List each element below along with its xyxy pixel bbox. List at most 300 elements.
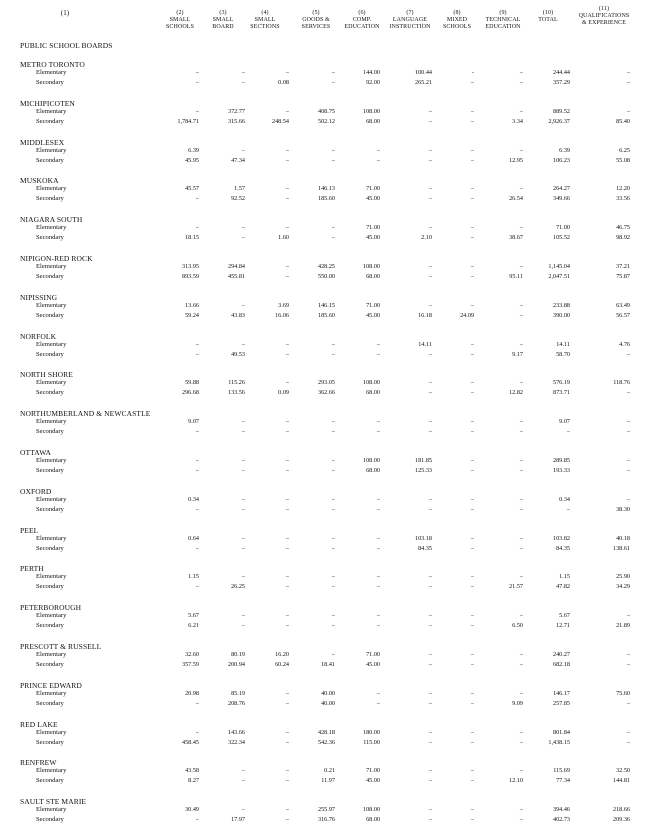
table-row <box>0 506 659 516</box>
table-cell: 105.52 <box>552 234 570 242</box>
table-cell: 12.82 <box>509 389 523 397</box>
table-cell: – <box>376 573 380 581</box>
table-cell: 38.30 <box>616 505 630 513</box>
table-cell: – <box>195 69 199 76</box>
table-cell: – <box>376 689 380 697</box>
table-cell: – <box>470 544 474 552</box>
table-cell: 21.57 <box>509 583 523 591</box>
table-row <box>0 651 659 661</box>
table-row <box>0 195 659 205</box>
table-cell: – <box>626 350 630 358</box>
table-cell: – <box>428 505 432 513</box>
table-cell: 200.94 <box>227 661 245 668</box>
table-cell: 9.17 <box>512 350 523 358</box>
board-name: MICHIPICOTEN <box>20 98 75 108</box>
table-cell: – <box>470 651 474 658</box>
row-label: Secondary <box>36 273 64 280</box>
table-cell: 208.76 <box>227 699 245 707</box>
table-cell: – <box>195 728 199 736</box>
table-cell: 40.00 <box>321 699 335 707</box>
board-name: NIPISSING <box>20 292 58 302</box>
table-cell: – <box>241 340 245 348</box>
table-cell: – <box>470 777 474 785</box>
table-cell: – <box>331 612 335 620</box>
board-name: NIAGARA SOUTH <box>20 215 83 225</box>
table-cell: – <box>285 428 289 436</box>
table-cell: – <box>428 418 432 426</box>
table-cell: – <box>428 661 432 668</box>
table-cell: – <box>428 495 432 503</box>
table-cell: – <box>626 651 630 658</box>
table-cell: 45.00 <box>366 234 380 242</box>
table-cell: 0.34 <box>188 495 199 503</box>
table-cell: 2,047.51 <box>548 273 570 280</box>
table-cell: 68.00 <box>366 467 380 474</box>
table-row <box>0 496 659 506</box>
table-cell: 542.36 <box>317 738 335 746</box>
table-cell: 40.00 <box>321 689 335 697</box>
table-cell: – <box>428 107 432 115</box>
table-cell: 576.19 <box>552 379 570 387</box>
table-cell: 682.18 <box>552 661 570 668</box>
table-cell: – <box>519 612 523 620</box>
row-label: Elementary <box>36 379 67 387</box>
table-cell: – <box>376 350 380 358</box>
table-cell: – <box>470 505 474 513</box>
table-cell: 889.52 <box>552 107 570 115</box>
table-cell: 257.85 <box>552 699 570 707</box>
table-cell: 390.00 <box>552 311 570 319</box>
table-cell: – <box>428 263 432 270</box>
row-label: Secondary <box>36 816 64 824</box>
board-name: METRO TORONTO <box>20 60 85 69</box>
table-cell: – <box>519 428 523 436</box>
table-cell: 313.95 <box>181 263 199 270</box>
table-cell: 185.60 <box>317 311 335 319</box>
table-cell: – <box>285 418 289 426</box>
table-cell: – <box>626 389 630 397</box>
table-cell: – <box>428 273 432 280</box>
table-row <box>0 341 659 351</box>
table-cell: 181.85 <box>414 457 432 464</box>
table-cell: – <box>331 156 335 164</box>
row-label: Elementary <box>36 340 67 348</box>
column-label: COMP. EDUCATION <box>344 17 380 30</box>
row-label: Secondary <box>36 661 64 668</box>
row-label: Elementary <box>36 573 67 581</box>
table-cell: – <box>285 544 289 552</box>
table-cell: – <box>331 583 335 591</box>
table-cell: 193.33 <box>552 467 570 474</box>
table-cell: – <box>285 379 289 387</box>
table-cell: – <box>519 185 523 193</box>
table-cell: – <box>241 544 245 552</box>
table-row <box>0 108 659 118</box>
table-cell: – <box>331 340 335 348</box>
table-cell: – <box>331 79 335 86</box>
table-cell: – <box>470 767 474 775</box>
table-cell: 45.00 <box>366 311 380 319</box>
table-cell: 316.76 <box>317 816 335 824</box>
table-cell: - <box>471 69 474 76</box>
table-cell: 6.39 <box>559 146 570 154</box>
table-cell: – <box>331 69 335 76</box>
table-cell: 68.00 <box>366 117 380 125</box>
table-cell: – <box>195 195 199 203</box>
table-cell: – <box>626 457 630 464</box>
table-cell: 49.53 <box>231 350 245 358</box>
table-cell: – <box>626 612 630 620</box>
table-cell: 18.41 <box>321 661 335 668</box>
table-cell: – <box>195 107 199 115</box>
table-cell: – <box>519 418 523 426</box>
table-cell: 115.00 <box>363 738 380 746</box>
table-cell: 85.19 <box>231 689 245 697</box>
table-cell: 92.00 <box>366 79 380 86</box>
table-cell: – <box>470 350 474 358</box>
row-label: Secondary <box>36 234 64 242</box>
table-cell: – <box>331 224 335 232</box>
table-cell: 2,926.37 <box>548 117 570 125</box>
table-cell: 95.11 <box>509 273 523 280</box>
table-cell: 296.68 <box>181 389 199 397</box>
table-row <box>0 622 659 632</box>
table-cell: 180.00 <box>362 728 380 736</box>
table-row <box>0 612 659 622</box>
table-cell: 244.44 <box>552 69 570 76</box>
table-row <box>0 234 659 244</box>
row-label: Elementary <box>36 418 67 426</box>
table-cell: 59.24 <box>185 311 199 319</box>
table-cell: – <box>470 146 474 154</box>
table-cell: 68.00 <box>366 816 380 824</box>
column-label: SMALL BOARD <box>212 17 234 30</box>
row-label: Elementary <box>36 534 67 542</box>
table-cell: 8.27 <box>188 777 199 785</box>
table-cell: 45.57 <box>185 185 199 193</box>
table-cell: – <box>626 495 630 503</box>
table-cell: 1.57 <box>234 185 245 193</box>
column-number: (5) <box>312 10 320 16</box>
column-header-2 <box>203 10 243 31</box>
table-cell: 5.67 <box>188 612 199 620</box>
row-label: Elementary <box>36 224 67 232</box>
row-label: Secondary <box>36 467 64 474</box>
column-label: SMALL SECTIONS <box>250 17 280 30</box>
table-cell: – <box>519 728 523 736</box>
column-header-3 <box>245 10 285 31</box>
board-name: OXFORD <box>20 486 52 496</box>
table-cell: – <box>470 583 474 591</box>
table-cell: 25.90 <box>616 573 630 581</box>
table-cell: – <box>331 350 335 358</box>
table-cell: 146.13 <box>317 185 335 193</box>
table-row <box>0 661 659 671</box>
row-label: Secondary <box>36 505 64 513</box>
row-label: Secondary <box>36 350 64 358</box>
table-cell: – <box>470 340 474 348</box>
table-cell: – <box>519 301 523 309</box>
table-cell: – <box>376 146 380 154</box>
table-cell: – <box>285 534 289 542</box>
board-name: PETERBOROUGH <box>20 603 82 613</box>
table-cell: – <box>470 612 474 620</box>
row-label: Elementary <box>36 107 67 115</box>
row-label: Elementary <box>36 728 67 736</box>
table-cell: 357.29 <box>552 79 570 86</box>
table-cell: – <box>241 612 245 620</box>
column-header-4 <box>294 10 338 31</box>
table-cell: – <box>428 651 432 658</box>
table-cell: – <box>566 505 570 513</box>
table-cell: – <box>195 583 199 591</box>
table-cell: – <box>519 544 523 552</box>
table-cell: – <box>285 69 289 76</box>
table-cell: – <box>626 418 630 426</box>
table-cell: 30.49 <box>185 806 199 814</box>
column-header-8 <box>477 10 529 31</box>
row-label: Elementary <box>36 263 67 270</box>
board-name: NIPIGON-RED ROCK <box>20 254 93 263</box>
row-label: Elementary <box>36 69 67 76</box>
table-cell: – <box>626 69 630 76</box>
column-number: (1) <box>60 9 70 17</box>
row-label: Elementary <box>36 495 67 503</box>
row-label: Secondary <box>36 79 64 86</box>
table-cell: 12.95 <box>509 156 523 164</box>
table-cell: – <box>626 738 630 746</box>
table-cell: 6.39 <box>188 146 199 154</box>
table-cell: 349.66 <box>552 195 570 203</box>
table-cell: 45.00 <box>366 777 380 785</box>
column-number: (10) <box>542 10 554 16</box>
table-cell: – <box>331 505 335 513</box>
table-cell: – <box>470 156 474 164</box>
table-cell: 6.21 <box>188 622 199 630</box>
table-row <box>0 351 659 361</box>
table-cell: – <box>519 495 523 503</box>
table-cell: 428.25 <box>317 263 335 270</box>
table-row <box>0 389 659 399</box>
table-cell: – <box>470 534 474 542</box>
table-cell: 55.08 <box>616 156 630 164</box>
table-cell: 85.40 <box>616 117 630 125</box>
table-cell: – <box>626 107 630 115</box>
table-cell: 68.00 <box>366 273 380 280</box>
table-cell: – <box>428 699 432 707</box>
table-cell: 9.07 <box>559 418 570 426</box>
table-cell: – <box>519 738 523 746</box>
table-cell: – <box>331 544 335 552</box>
table-cell: 146.17 <box>552 689 570 697</box>
table-cell: 0.64 <box>188 534 199 542</box>
column-label: GOODS & SERVICES <box>301 17 331 30</box>
table-cell: – <box>285 107 289 115</box>
table-cell: – <box>285 495 289 503</box>
table-cell: 408.75 <box>317 107 335 115</box>
table-cell: 43.58 <box>185 767 199 775</box>
table-cell: 144.00 <box>362 69 380 76</box>
row-label: Secondary <box>36 699 64 707</box>
table-cell: – <box>331 534 335 542</box>
column-header-5 <box>338 10 386 31</box>
table-cell: 60.24 <box>275 661 289 668</box>
table-cell: 75.60 <box>616 689 630 697</box>
table-cell: – <box>241 622 245 630</box>
table-cell: – <box>241 806 245 814</box>
table-cell: 0.21 <box>324 767 335 775</box>
table-row <box>0 739 659 749</box>
table-cell: – <box>470 738 474 746</box>
table-row <box>0 583 659 593</box>
table-cell: 502.12 <box>317 117 335 125</box>
table-cell: – <box>519 457 523 464</box>
table-cell: – <box>470 495 474 503</box>
table-cell: – <box>470 185 474 193</box>
row-label: Elementary <box>36 185 67 193</box>
table-cell: – <box>331 457 335 464</box>
board-name: PEEL <box>20 525 39 535</box>
table-cell: – <box>331 622 335 630</box>
table-cell: – <box>519 107 523 115</box>
table-cell: – <box>470 107 474 115</box>
table-cell: – <box>626 699 630 707</box>
table-cell: – <box>519 146 523 154</box>
section-title: PUBLIC SCHOOL BOARDS <box>20 41 113 50</box>
table-cell: – <box>566 428 570 436</box>
table-cell: 21.89 <box>616 622 630 630</box>
table-cell: – <box>428 156 432 164</box>
table-cell: – <box>519 651 523 658</box>
table-cell: 294.84 <box>227 263 245 270</box>
table-cell: 84.35 <box>556 544 570 552</box>
table-cell: – <box>519 806 523 814</box>
board-name: PERTH <box>20 564 44 574</box>
table-cell: – <box>519 767 523 775</box>
table-cell: – <box>376 505 380 513</box>
table-cell: – <box>428 728 432 736</box>
table-row <box>0 729 659 739</box>
table-cell: – <box>428 117 432 125</box>
table-cell: – <box>519 379 523 387</box>
table-cell: 80.19 <box>231 651 245 658</box>
table-cell: 293.05 <box>317 379 335 387</box>
table-row <box>0 700 659 710</box>
table-cell: 92.52 <box>231 195 245 203</box>
table-cell: – <box>470 689 474 697</box>
table-cell: – <box>285 146 289 154</box>
table-cell: – <box>376 428 380 436</box>
table-cell: – <box>285 777 289 785</box>
table-cell: – <box>428 612 432 620</box>
table-cell: 455.81 <box>227 273 245 280</box>
table-cell: – <box>195 428 199 436</box>
table-cell: – <box>428 689 432 697</box>
column-header-0 <box>45 10 85 17</box>
table-row <box>0 312 659 322</box>
table-cell: – <box>331 467 335 474</box>
table-cell: 289.85 <box>552 457 570 464</box>
table-cell: 0.08 <box>278 79 289 86</box>
table-cell: – <box>376 156 380 164</box>
table-cell: – <box>470 622 474 630</box>
table-cell: 315.66 <box>227 117 245 125</box>
table-cell: – <box>241 146 245 154</box>
column-label: LANGUAGE INSTRUCTION <box>389 17 431 30</box>
table-cell: 6.50 <box>512 622 523 630</box>
table-cell: – <box>331 428 335 436</box>
table-cell: 47.34 <box>231 156 245 164</box>
table-cell: 63.49 <box>616 301 630 309</box>
row-label: Elementary <box>36 301 67 309</box>
table-cell: – <box>241 767 245 775</box>
table-cell: 362.66 <box>317 389 335 397</box>
table-cell: 38.67 <box>509 234 523 242</box>
table-cell: 402.73 <box>552 816 570 824</box>
table-cell: – <box>470 79 474 86</box>
table-cell: 20.98 <box>185 689 199 697</box>
table-cell: – <box>626 661 630 668</box>
table-cell: 18.15 <box>185 234 199 242</box>
table-cell: 115.26 <box>228 379 245 387</box>
table-row <box>0 118 659 128</box>
table-cell: – <box>285 156 289 164</box>
board-name: MIDDLESEX <box>20 137 65 147</box>
table-cell: – <box>470 224 474 232</box>
column-number: (2) <box>176 10 184 16</box>
table-cell: 103.18 <box>414 534 432 542</box>
table-cell: 24.09 <box>460 311 474 319</box>
table-cell: 138.61 <box>612 544 630 552</box>
table-cell: 394.46 <box>552 806 570 814</box>
column-number: (11) <box>598 6 610 12</box>
row-label: Elementary <box>36 146 67 154</box>
table-row <box>0 467 659 477</box>
table-row <box>0 767 659 777</box>
table-row <box>0 379 659 389</box>
column-header-6 <box>384 10 436 31</box>
table-cell: – <box>376 612 380 620</box>
column-number: (8) <box>453 10 461 16</box>
table-cell: 3.34 <box>512 117 523 125</box>
column-label: MIXED SCHOOLS <box>442 17 472 30</box>
table-cell: 37.21 <box>616 263 630 270</box>
table-cell: 43.83 <box>231 311 245 319</box>
table-cell: 34.29 <box>616 583 630 591</box>
table-cell: – <box>470 428 474 436</box>
table-cell: – <box>470 728 474 736</box>
table-cell: – <box>519 263 523 270</box>
row-label: Elementary <box>36 689 67 697</box>
table-cell: – <box>195 350 199 358</box>
table-cell: – <box>428 379 432 387</box>
table-cell: 108.00 <box>362 107 380 115</box>
table-cell: – <box>241 224 245 232</box>
table-cell: 71.00 <box>366 767 380 775</box>
column-header-1 <box>160 10 200 31</box>
table-cell: – <box>195 467 199 474</box>
table-cell: 59.88 <box>185 379 199 387</box>
table-cell: 71.00 <box>366 301 380 309</box>
table-row <box>0 418 659 428</box>
table-cell: – <box>376 340 380 348</box>
table-cell: – <box>285 622 289 630</box>
table-cell: – <box>285 457 289 464</box>
table-row <box>0 79 659 89</box>
board-name: RED LAKE <box>20 719 58 729</box>
table-cell: 56.57 <box>616 311 630 319</box>
table-cell: 106.23 <box>552 156 570 164</box>
